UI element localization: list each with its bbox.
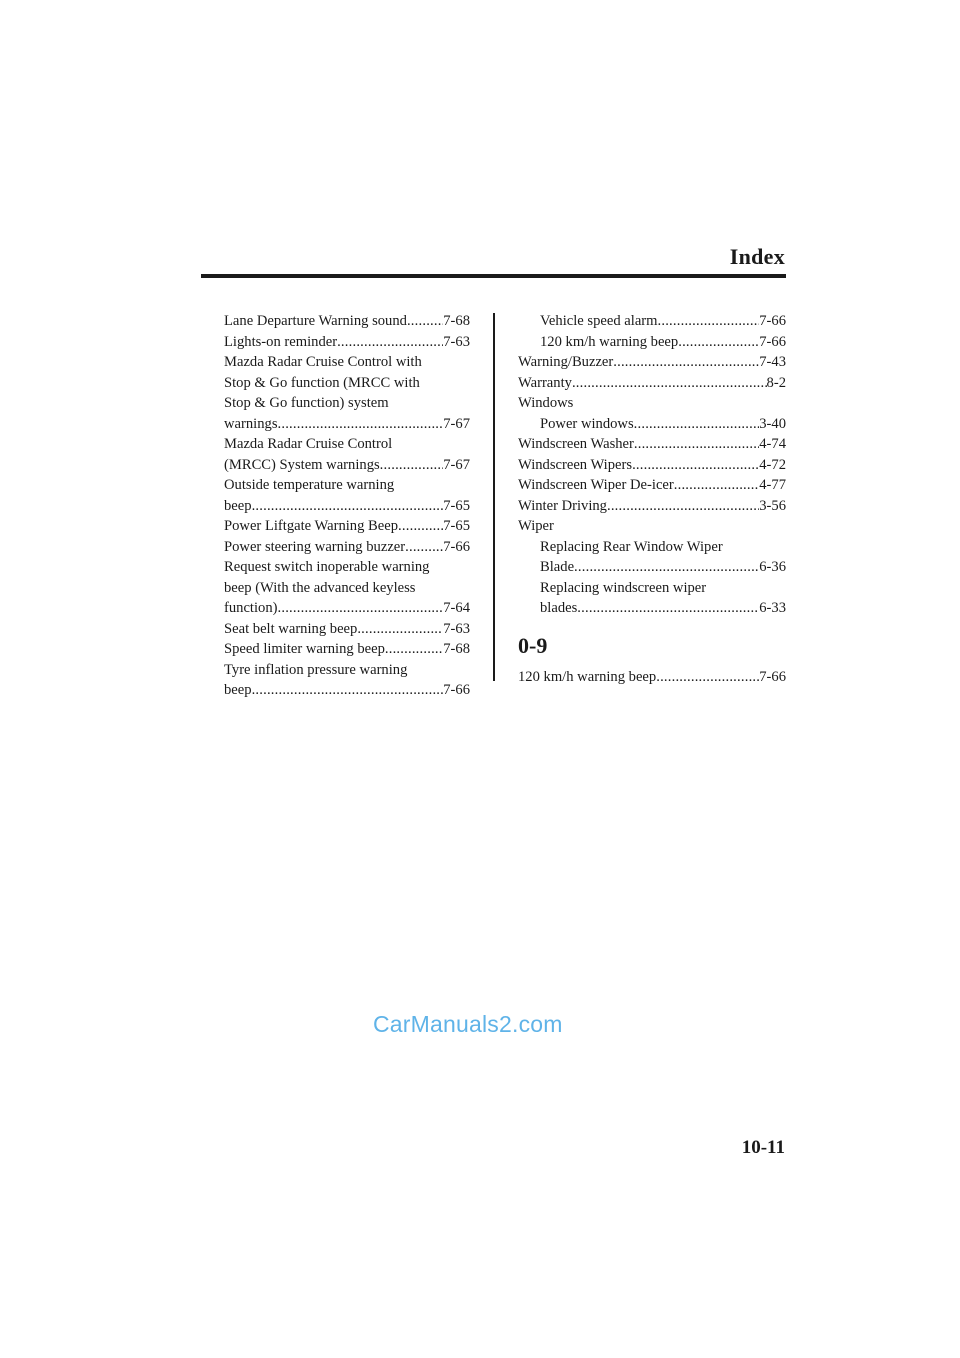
dot-leader (380, 455, 444, 476)
index-entry-row (518, 496, 786, 517)
index-entry-text: Lane Departure Warning sound (224, 313, 407, 329)
index-left-column (224, 311, 470, 701)
dot-leader (252, 496, 444, 517)
dot-leader (632, 455, 759, 476)
dot-leader (674, 475, 759, 496)
index-entry-row (518, 352, 786, 373)
dot-leader (357, 619, 443, 640)
section-entries (518, 667, 786, 688)
index-entry (518, 373, 786, 394)
column-divider (493, 313, 495, 681)
index-entry-row (224, 537, 470, 558)
index-entry-page: 7-65 (443, 518, 470, 534)
index-entry (224, 619, 470, 640)
index-entry-row (224, 414, 470, 435)
index-entry-page: 6-33 (759, 600, 786, 616)
index-entry-page: 3-56 (759, 497, 786, 514)
index-entry-text: Warning/Buzzer (518, 354, 614, 370)
index-entry (518, 475, 786, 496)
index-entry-page: 6-36 (759, 559, 786, 575)
index-entry-page: 7-63 (443, 620, 470, 637)
index-entry (224, 332, 470, 353)
index-entry-text: blades (540, 600, 578, 616)
dot-leader (656, 667, 759, 688)
index-entry-row (224, 619, 470, 640)
index-entry-row (224, 680, 470, 701)
dot-leader (252, 680, 444, 701)
dot-leader (407, 311, 443, 332)
index-entry (518, 578, 786, 619)
dot-leader (405, 537, 443, 558)
index-entry-text: 120 km/h warning beep (540, 333, 679, 350)
index-entry-row (518, 516, 786, 537)
index-entry (518, 537, 786, 578)
index-entry (518, 414, 786, 435)
index-entry-text: Winter Driving (518, 497, 607, 514)
index-right-column (518, 311, 786, 687)
dot-leader (613, 352, 759, 373)
index-entry-page: 7-67 (443, 415, 470, 432)
index-entry-line: Stop & Go function) system (224, 395, 389, 411)
dot-leader (574, 557, 759, 578)
index-entry-row (224, 639, 470, 660)
index-entry-text: Seat belt warning beep (224, 620, 358, 637)
index-entry-page: 7-66 (759, 333, 786, 350)
index-entry-page: 4-72 (759, 456, 786, 473)
dot-leader (278, 598, 444, 619)
index-entry-text: Windscreen Washer (518, 436, 634, 452)
index-entry (224, 660, 470, 701)
index-entry (518, 667, 786, 688)
index-entry-text: Warranty (518, 374, 572, 391)
index-entry-row (518, 475, 786, 496)
index-entry-row (224, 311, 470, 332)
index-entry (518, 516, 786, 537)
index-entry-text: Blade (540, 559, 575, 575)
index-entry (224, 475, 470, 516)
index-entry-text: beep (224, 497, 252, 514)
index-entry (518, 332, 786, 353)
page-number: 10-11 (741, 1137, 785, 1158)
index-entry-row (518, 393, 786, 414)
index-entry-page: 7-64 (443, 600, 470, 616)
index-entry-text: Windscreen Wipers (518, 456, 633, 473)
index-entry-row (540, 311, 786, 332)
index-entry-row (540, 414, 786, 435)
index-entry-page: 7-68 (443, 313, 470, 329)
section-heading-0-9: 0-9 (518, 632, 548, 658)
index-entry-text: function) (224, 600, 278, 616)
index-entry (518, 496, 786, 517)
index-entry (224, 434, 470, 475)
index-entry (224, 557, 470, 619)
index-entry-line: Replacing windscreen wiper (540, 579, 707, 596)
index-entry-row (224, 598, 470, 619)
index-entry-line: Tyre inflation pressure warning (224, 661, 408, 678)
index-entry-line: Outside temperature warning (224, 477, 395, 493)
index-entry-text: Power steering warning buzzer (224, 538, 406, 555)
index-entry (224, 311, 470, 332)
index-entry-page: 7-66 (759, 313, 786, 329)
index-entry-text: Power Liftgate Warning Beep (224, 518, 399, 534)
right-entries (518, 311, 786, 619)
index-entry (518, 455, 786, 476)
index-entry (518, 434, 786, 455)
dot-leader (678, 332, 759, 353)
dot-leader (607, 496, 759, 517)
index-entry (518, 311, 786, 332)
index-entry (224, 516, 470, 537)
dot-leader (577, 598, 759, 619)
index-entry-row (518, 667, 786, 688)
index-entry-row (518, 434, 786, 455)
index-entry-text: Power windows (540, 415, 634, 432)
index-entry-page: 7-63 (443, 333, 470, 350)
index-entry-text: Wiper (518, 518, 554, 534)
watermark-logo: CarManuals2.com (373, 1011, 563, 1037)
index-entry-text: beep (224, 682, 252, 698)
index-entry-row (224, 455, 470, 476)
index-entry-text: Lights-on reminder (224, 333, 338, 350)
index-entry-page: 7-66 (443, 682, 470, 698)
index-entry (224, 639, 470, 660)
index-entry-page: 7-68 (443, 641, 470, 657)
index-entry-text: Vehicle speed alarm (540, 313, 658, 329)
index-entry-row (224, 332, 470, 353)
index-entry-page: 7-67 (443, 456, 470, 473)
index-entry-row (540, 557, 786, 578)
index-entry-page: 4-77 (759, 477, 786, 493)
index-entry-line: Replacing Rear Window Wiper (540, 538, 723, 555)
dot-leader (658, 311, 760, 332)
index-entry-line: beep (With the advanced keyless (224, 579, 416, 596)
index-entry-row (224, 516, 470, 537)
index-entry-row (224, 496, 470, 517)
dot-leader (572, 373, 767, 394)
index-entry-row (518, 373, 786, 394)
dot-leader (634, 434, 759, 455)
index-entry-text: Windscreen Wiper De-icer (518, 477, 674, 493)
index-entry-text: Speed limiter warning beep (224, 641, 385, 657)
index-entry-page: 7-66 (759, 668, 786, 685)
index-entry (518, 393, 786, 414)
index-entry-page: 8-2 (766, 374, 786, 391)
index-entry (224, 352, 470, 434)
index-entry-page: 7-65 (443, 497, 470, 514)
index-entry-row (540, 598, 786, 619)
index-entry-page: 3-40 (759, 415, 786, 432)
index-entry-text: Windows (518, 395, 574, 411)
dot-leader (278, 414, 444, 435)
index-entry (518, 352, 786, 373)
index-entry-line: Stop & Go function (MRCC with (224, 374, 420, 391)
dot-leader (398, 516, 443, 537)
index-entry-page: 7-43 (759, 354, 786, 370)
index-entry-row (518, 455, 786, 476)
index-entry-line: Request switch inoperable warning (224, 559, 430, 575)
index-entry-line: Mazda Radar Cruise Control (224, 436, 393, 452)
index-header-title: Index (729, 244, 785, 269)
dot-leader (337, 332, 443, 353)
index-entry-text: (MRCC) System warnings (224, 456, 380, 473)
header-rule (201, 274, 786, 278)
index-entry-line: Mazda Radar Cruise Control with (224, 354, 422, 370)
index-entry-page: 4-74 (759, 436, 786, 452)
dot-leader (385, 639, 443, 660)
index-entry-page: 7-66 (443, 538, 470, 555)
index-entry (224, 537, 470, 558)
index-entry-text: warnings (224, 415, 278, 432)
index-entry-row (540, 332, 786, 353)
index-entry-text: 120 km/h warning beep (518, 668, 657, 685)
dot-leader (634, 414, 760, 435)
